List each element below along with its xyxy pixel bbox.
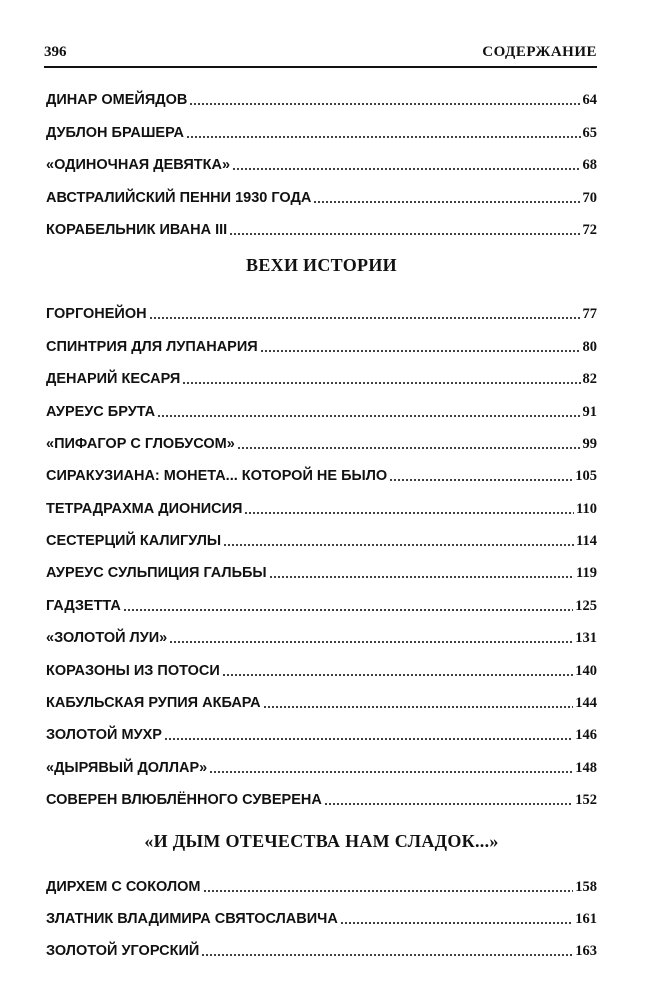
dot-leader [169, 641, 573, 643]
toc-entry-title: «ПИФАГОР С ГЛОБУСОМ» [46, 435, 235, 452]
toc-entry-title: ГОРГОНЕЙОН [46, 306, 147, 323]
toc-entry[interactable] [46, 109, 597, 141]
toc-entry-title: АВСТРАЛИЙСКИЙ ПЕННИ 1930 ГОДА [46, 189, 312, 206]
toc-entry-title: СОВЕРЕН ВЛЮБЛЁННОГО СУВЕРЕНА [46, 792, 322, 809]
dot-leader [313, 201, 580, 203]
dot-leader [237, 447, 581, 449]
toc-entry-page: 110 [576, 500, 597, 517]
toc-entry-page: 70 [582, 189, 597, 206]
toc-section-1 [46, 291, 597, 809]
toc-entry[interactable] [46, 518, 597, 550]
toc-group-top [46, 77, 597, 239]
toc-entry-title: АУРЕУС БРУТА [46, 403, 156, 420]
toc-entry[interactable] [46, 744, 597, 776]
toc-entry-page: 99 [582, 435, 597, 452]
toc-entry[interactable] [46, 896, 597, 928]
toc-entry-page: 146 [575, 727, 597, 744]
toc-entry[interactable] [46, 356, 597, 388]
toc-entry-page: 68 [582, 157, 597, 174]
dot-leader [186, 136, 581, 138]
dot-leader [389, 479, 573, 481]
dot-leader [222, 674, 573, 676]
dot-leader [232, 168, 580, 170]
toc-section-2 [46, 863, 597, 960]
toc-entry-title: АУРЕУС СУЛЬПИЦИЯ ГАЛЬБЫ [46, 565, 267, 582]
section-heading: ВЕХИ ИСТОРИИ [246, 254, 397, 275]
dot-leader [324, 803, 573, 805]
toc-entry-title: «ОДИНОЧНАЯ ДЕВЯТКА» [46, 157, 231, 174]
dot-leader [244, 512, 574, 514]
toc-entry-title: ДУБЛОН БРАШЕРА [46, 124, 184, 141]
toc-entry-title: ГАДЗЕТТА [46, 597, 121, 614]
toc-entry[interactable] [46, 388, 597, 420]
toc-entry-title: ТЕТРАДРАХМА ДИОНИСИЯ [46, 500, 243, 517]
toc-entry-title: «ДЫРЯВЫЙ ДОЛЛАР» [46, 759, 208, 776]
toc-entry-page: 131 [575, 630, 597, 647]
toc-entry-page: 64 [582, 92, 597, 109]
page-number: 396 [44, 44, 67, 60]
dot-leader [149, 317, 581, 319]
dot-leader [203, 890, 574, 892]
toc-entry-page: 125 [575, 597, 597, 614]
toc-entry[interactable] [46, 291, 597, 323]
running-title: СОДЕРЖАНИЕ [482, 44, 597, 60]
toc-entry-title: СПИНТРИЯ ДЛЯ ЛУПАНАРИЯ [46, 338, 258, 355]
toc-entry-title: ДЕНАРИЙ КЕСАРЯ [46, 371, 181, 388]
toc-entry[interactable] [46, 207, 597, 239]
toc-entry[interactable] [46, 863, 597, 895]
toc-entry[interactable] [46, 453, 597, 485]
dot-leader [223, 544, 574, 546]
toc-entry-title: КОРАБЕЛЬНИК ИВАНА III [46, 221, 228, 238]
toc-entry-page: 119 [576, 565, 597, 582]
toc-entry[interactable] [46, 647, 597, 679]
dot-leader [260, 350, 581, 352]
toc-entry-page: 163 [575, 943, 597, 960]
toc-entry-page: 72 [582, 221, 597, 238]
toc-entry[interactable] [46, 174, 597, 206]
toc-entry-title: «ЗОЛОТОЙ ЛУИ» [46, 630, 168, 647]
dot-leader [164, 738, 573, 740]
toc-entry[interactable] [46, 142, 597, 174]
toc-entry[interactable] [46, 712, 597, 744]
dot-leader [189, 103, 580, 105]
dot-leader [123, 609, 573, 611]
toc-entry-page: 65 [582, 124, 597, 141]
dot-leader [340, 922, 573, 924]
table-of-contents [46, 77, 597, 960]
toc-entry-page: 114 [576, 533, 597, 550]
dot-leader [263, 706, 574, 708]
toc-entry-title: СИРАКУЗИАНА: МОНЕТА... КОТОРОЙ НЕ БЫЛО [46, 468, 388, 485]
toc-entry[interactable] [46, 550, 597, 582]
toc-entry-page: 80 [582, 338, 597, 355]
toc-entry[interactable] [46, 680, 597, 712]
toc-entry-title: КОРАЗОНЫ ИЗ ПОТОСИ [46, 662, 220, 679]
toc-entry-title: ЗОЛОТОЙ МУХР [46, 727, 162, 744]
toc-entry[interactable] [46, 777, 597, 809]
dot-leader [269, 576, 574, 578]
toc-entry[interactable] [46, 582, 597, 614]
toc-entry-page: 148 [575, 759, 597, 776]
page-header [44, 44, 597, 68]
toc-entry[interactable] [46, 77, 597, 109]
dot-leader [209, 771, 573, 773]
toc-entry[interactable] [46, 485, 597, 517]
toc-entry[interactable] [46, 421, 597, 453]
dot-leader [201, 954, 573, 956]
dot-leader [229, 233, 580, 235]
section-heading: «И ДЫМ ОТЕЧЕСТВА НАМ СЛАДОК...» [144, 831, 499, 852]
toc-entry-page: 144 [575, 695, 597, 712]
toc-entry-page: 158 [575, 878, 597, 895]
toc-entry-title: ДИНАР ОМЕЙЯДОВ [46, 92, 188, 109]
dot-leader [182, 382, 580, 384]
toc-entry-page: 140 [575, 662, 597, 679]
toc-entry-title: СЕСТЕРЦИЙ КАЛИГУЛЫ [46, 533, 222, 550]
toc-entry[interactable] [46, 928, 597, 960]
toc-entry-page: 77 [582, 306, 597, 323]
toc-entry-title: КАБУЛЬСКАЯ РУПИЯ АКБАРА [46, 695, 261, 712]
toc-entry-page: 161 [575, 910, 597, 927]
toc-entry[interactable] [46, 615, 597, 647]
toc-entry-page: 105 [575, 468, 597, 485]
toc-entry-page: 82 [582, 371, 597, 388]
toc-entry[interactable] [46, 323, 597, 355]
toc-entry-page: 91 [582, 403, 597, 420]
toc-entry-title: ЗЛАТНИК ВЛАДИМИРА СВЯТОСЛАВИЧА [46, 910, 338, 927]
toc-entry-title: ЗОЛОТОЙ УГОРСКИЙ [46, 943, 200, 960]
toc-entry-page: 152 [575, 792, 597, 809]
toc-entry-title: ДИРХЕМ С СОКОЛОМ [46, 878, 201, 895]
dot-leader [157, 415, 580, 417]
